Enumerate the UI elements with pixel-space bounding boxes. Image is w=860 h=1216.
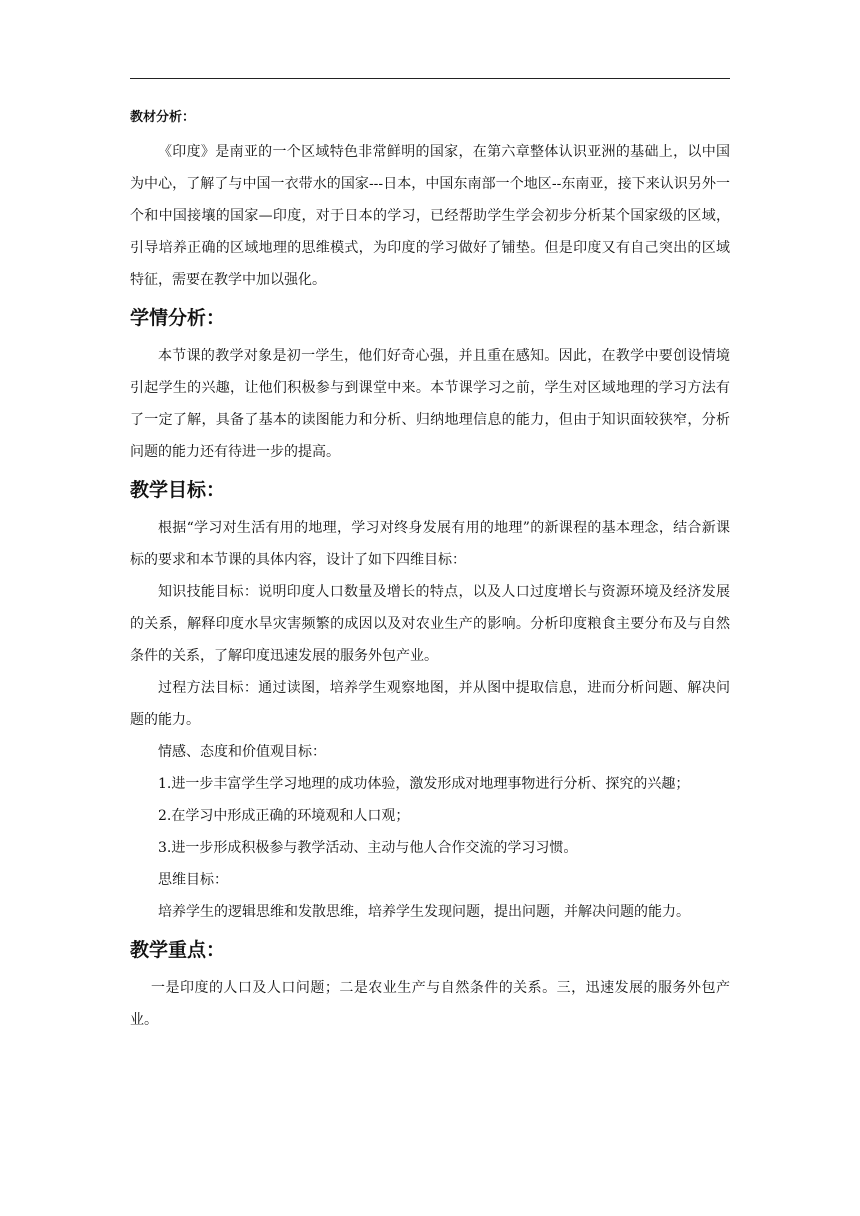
section-title-student-analysis: 学情分析： bbox=[130, 307, 226, 329]
emotion-goal-item: 2.在学习中形成正确的环境观和人口观； bbox=[158, 808, 410, 824]
header-rule bbox=[130, 78, 730, 79]
section-title-teaching-goals: 教学目标： bbox=[130, 479, 226, 501]
goals-intro-paragraph: 根据“学习对生活有用的地理，学习对终身发展有用的地理”的新课程的基本理念，结合新课标的要求和本节课的具体内容，设计了如下四维目标： bbox=[130, 520, 730, 568]
section-title-textbook-analysis: 教材分析： bbox=[130, 110, 196, 125]
emotion-goal-item: 3.进一步形成积极参与教学活动、主动与他人合作交流的学习习惯。 bbox=[158, 840, 578, 856]
teaching-focus-paragraph: 一是印度的人口及人口问题；二是农业生产与自然条件的关系。三，迅速发展的服务外包产业。 bbox=[130, 980, 730, 1028]
thinking-goal-title: 思维目标： bbox=[158, 872, 228, 888]
section-title-teaching-focus: 教学重点： bbox=[130, 939, 226, 961]
thinking-goal-paragraph: 培养学生的逻辑思维和发散思维，培养学生发现问题，提出问题，并解决问题的能力。 bbox=[158, 904, 690, 920]
student-analysis-paragraph: 本节课的教学对象是初一学生，他们好奇心强，并且重在感知。因此，在教学中要创设情境引起学生的兴趣，让他们积极参与到课堂中来。本节课学习之前，学生对区域地理的学习方法有了一定了解，具备了基本的读图能力和分析、归纳地理信息的能力，但由于知识面较狭窄，分析问题的能力还有待进一步的提高。 bbox=[130, 348, 730, 460]
textbook-analysis-paragraph: 《印度》是南亚的一个区域特色非常鲜明的国家，在第六章整体认识亚洲的基础上，以中国为中心，了解了与中国一衣带水的国家---日本，中国东南部一个地区--东南亚，接下来认识另外一个和中国接壤的国家—印度，对于日本的学习，已经帮助学生学会初步分析某个国家级的区域，引导培养正确的区域地理的思维模式，为印度的学习做好了铺垫。但是印度又有自己突出的区域特征，需要在教学中加以强化。 bbox=[130, 144, 730, 288]
emotion-goal-item: 1.进一步丰富学生学习地理的成功体验，激发形成对地理事物进行分析、探究的兴趣； bbox=[158, 776, 690, 792]
emotion-goal-title: 情感、态度和价值观目标： bbox=[158, 744, 326, 760]
knowledge-goal-paragraph: 知识技能目标：说明印度人口数量及增长的特点，以及人口过度增长与资源环境及经济发展的关系，解释印度水旱灾害频繁的成因以及对农业生产的影响。分析印度粮食主要分布及与自然条件的关系，了解印度迅速发展的服务外包产业。 bbox=[130, 584, 730, 664]
process-goal-paragraph: 过程方法目标：通过读图，培养学生观察地图，并从图中提取信息，进而分析问题、解决问题的能力。 bbox=[130, 680, 730, 728]
document-body bbox=[130, 108, 730, 1036]
